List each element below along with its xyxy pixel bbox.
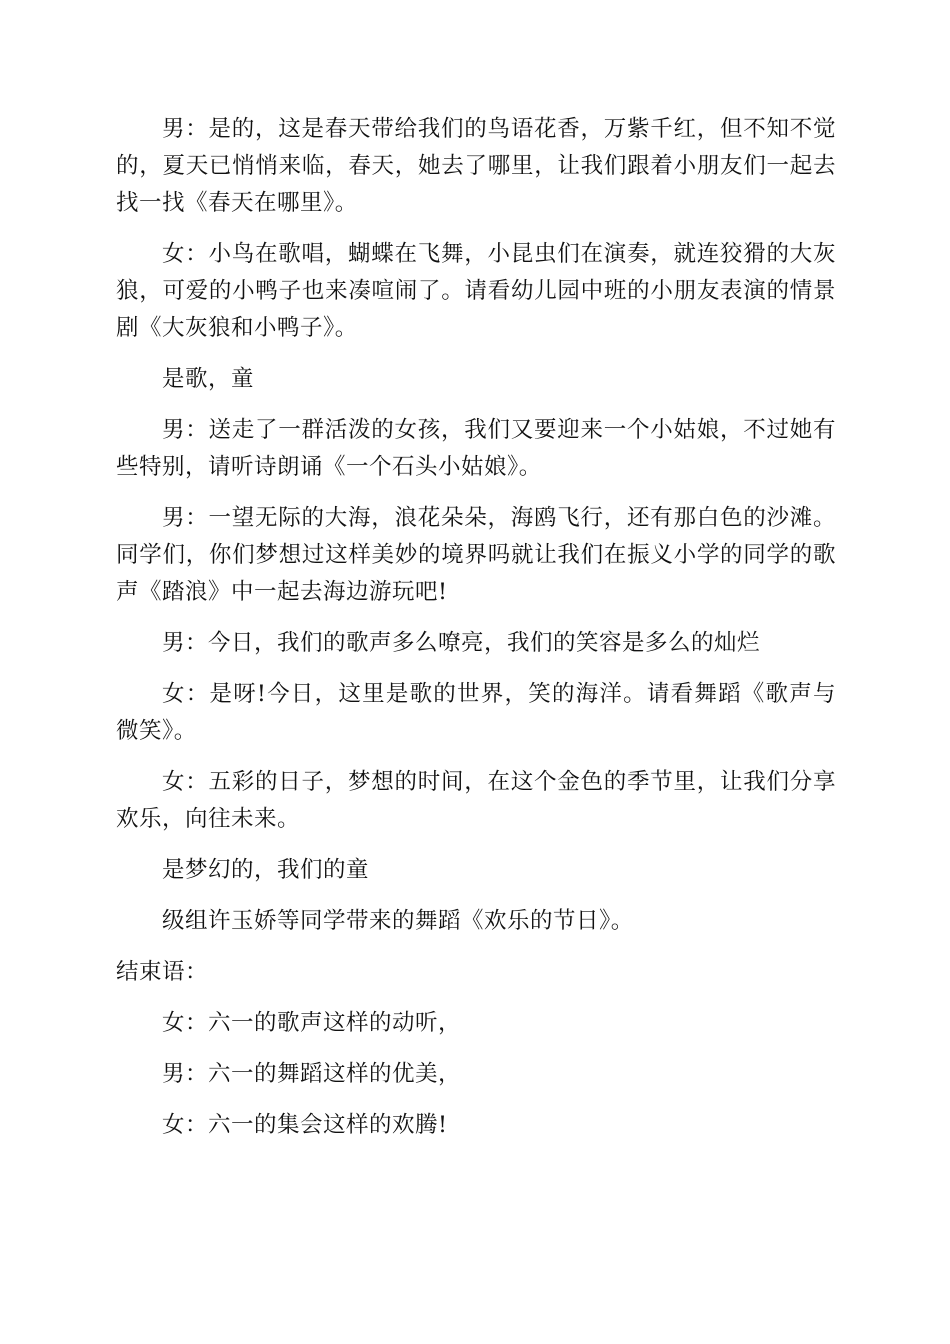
paragraph-6: 男：今日，我们的歌声多么嘹亮，我们的笑容是多么的灿烂 (162, 630, 761, 656)
paragraph-2: 女：小鸟在歌唱，蝴蝶在飞舞，小昆虫们在演奏，就连狡猾的大灰狼，可爱的小鸭子也来凑喧闹了。请看幼儿园中班的小朋友表演的情景剧《大灰狼和小鸭子》。 (116, 241, 836, 341)
paragraph-13: 男：六一的舞蹈这样的优美， (162, 1061, 462, 1087)
paragraph-7: 女：是呀!今日，这里是歌的世界，笑的海洋。请看舞蹈《歌声与微笑》。 (116, 681, 836, 744)
paragraph-14: 女：六一的集会这样的欢腾! (162, 1112, 448, 1138)
paragraph-12: 女：六一的歌声这样的动听， (162, 1010, 462, 1036)
paragraph-5: 男：一望无际的大海，浪花朵朵，海鸥飞行，还有那白色的沙滩。同学们，你们梦想过这样美妙的境界吗就让我们在振义小学的同学的歌声《踏浪》中一起去海边游玩吧! (116, 505, 836, 605)
closing-heading: 结束语： (116, 959, 209, 985)
paragraph-1: 男：是的，这是春天带给我们的鸟语花香，万紫千红，但不知不觉的，夏天已悄悄来临，春天，她去了哪里，让我们跟着小朋友们一起去找一找《春天在哪里》。 (116, 116, 836, 216)
paragraph-9: 是梦幻的，我们的童 (162, 857, 370, 883)
paragraph-10: 级组许玉娇等同学带来的舞蹈《欢乐的节日》。 (162, 908, 634, 934)
paragraph-4: 男：送走了一群活泼的女孩，我们又要迎来一个小姑娘，不过她有些特别，请听诗朗诵《一个石头小姑娘》。 (116, 417, 836, 480)
document-body (116, 111, 836, 1158)
paragraph-3: 是歌，童 (162, 366, 255, 392)
paragraph-8: 女：五彩的日子，梦想的时间，在这个金色的季节里，让我们分享欢乐，向往未来。 (116, 769, 836, 832)
